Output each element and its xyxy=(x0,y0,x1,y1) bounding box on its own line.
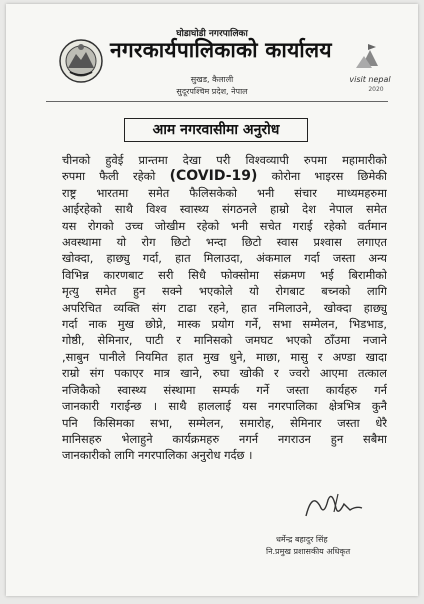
office-name-small: घोडाघोडी नगरपालिका xyxy=(176,29,248,39)
covid-label: (COVID-19) xyxy=(169,168,258,185)
body-line: राष्ट्र भारतमा समेत फैलिसकेको भनी संचार माध्यमहरुमा xyxy=(62,185,387,200)
signatory-title: नि.प्रमुख प्रशासकीय अधिकृत xyxy=(266,547,351,556)
body-line: पनि किसिमका सभा, सम्मेलन, समारोह, सेमिनार जस्ता धेरै xyxy=(62,415,387,430)
body-line: नजिकैको स्वास्थ्य संस्थामा सम्पर्क गर्ने जस्ता कार्यहरु गर्न xyxy=(62,382,387,397)
office-name-title: नगरकार्यपालिकाको कार्यालय xyxy=(110,38,332,62)
body-line xyxy=(62,168,387,184)
notice-page xyxy=(6,4,418,596)
body-line: यस रोगको उच्च जोखीम रहेको भनी सचेत गराई रहेको वर्तमान xyxy=(62,218,387,233)
notice-title: आम नगरवासीमा अनुरोध xyxy=(124,118,308,142)
visit-nepal-logo-icon xyxy=(342,44,398,94)
signature-icon xyxy=(298,486,368,526)
letterhead xyxy=(6,4,418,100)
body-line: गर्दा नाक मुख छोप्ने, मास्क प्रयोग गर्ने, सभा सम्मेलन, भिडभाड, xyxy=(62,317,387,332)
body-line: गोष्ठी, सेमिनार, पाटी र मानिसको जमघट भएको ठाँउमा नजाने xyxy=(62,333,387,348)
body-line: खोक्दा, हाछ्यु गर्दा, हात मिलाउदा, अंकमाल गर्दा जस्ता अन्य xyxy=(62,251,387,266)
address-line-1: सुखड, कैलाली xyxy=(190,75,234,84)
body-line-segment: कोरोना भाइरस छिमेकी xyxy=(257,169,387,184)
visit-nepal-logo-year: 2020 xyxy=(368,86,384,93)
body-line: ,साबुन पानीले नियमित हात मुख धुने, माछा, मासु र अण्डा खादा xyxy=(62,349,387,364)
body-line: मृत्यु समेत हुन सक्ने भएकोले यो रोगबाट बच्नको लागि xyxy=(62,284,387,299)
body-line: राम्रो संग पकाएर मात्र खाने, रुघा खोकी र ज्वरो आएमा तत्काल xyxy=(62,366,387,381)
header-divider xyxy=(46,101,388,102)
body-line: अपरिचित व्यक्ति संग टाढा रहने, हात नमिलाउने, खोक्दा हाछ्यु xyxy=(62,300,387,315)
notice-body xyxy=(62,152,387,464)
address-line-2: सुदूरपश्चिम प्रदेश, नेपाल xyxy=(176,87,248,96)
body-line: चीनको हुवेई प्रान्तमा देखा परी विश्वव्यापी रुपमा महामारीको xyxy=(62,153,387,167)
body-line: जानकारी गराईन्छ । साथै हाललाई यस नगरपालिका क्षेत्रभित्र कुनै xyxy=(62,399,387,414)
body-line: आईरहेको साथै विश्व स्वास्थ्य संगठनले हाम्रो देश नेपाल समेत xyxy=(62,202,387,217)
body-line: अवस्थामा यो रोग छिटो भन्दा छिटो स्वास प्रश्वास लगाएत xyxy=(62,235,387,250)
signatory-name: धर्मेन्द्र बहादुर सिंह xyxy=(276,535,328,544)
visit-nepal-logo-text: visit nepal xyxy=(349,75,391,84)
body-line: विभिन्न कारणबाट सरी सिधै फोक्सोमा संक्रमण भई बिरामीको xyxy=(62,267,387,282)
body-line-segment: रुपमा फैली रहेको xyxy=(62,169,170,184)
body-line: जानकारीको लागि नगरपालिका अनुरोध गर्दछ । xyxy=(62,448,253,463)
body-line: मानिसहरु भेलाहुने कार्यक्रमहरु नगर्न नगराउन हुन सबैमा xyxy=(62,431,387,446)
